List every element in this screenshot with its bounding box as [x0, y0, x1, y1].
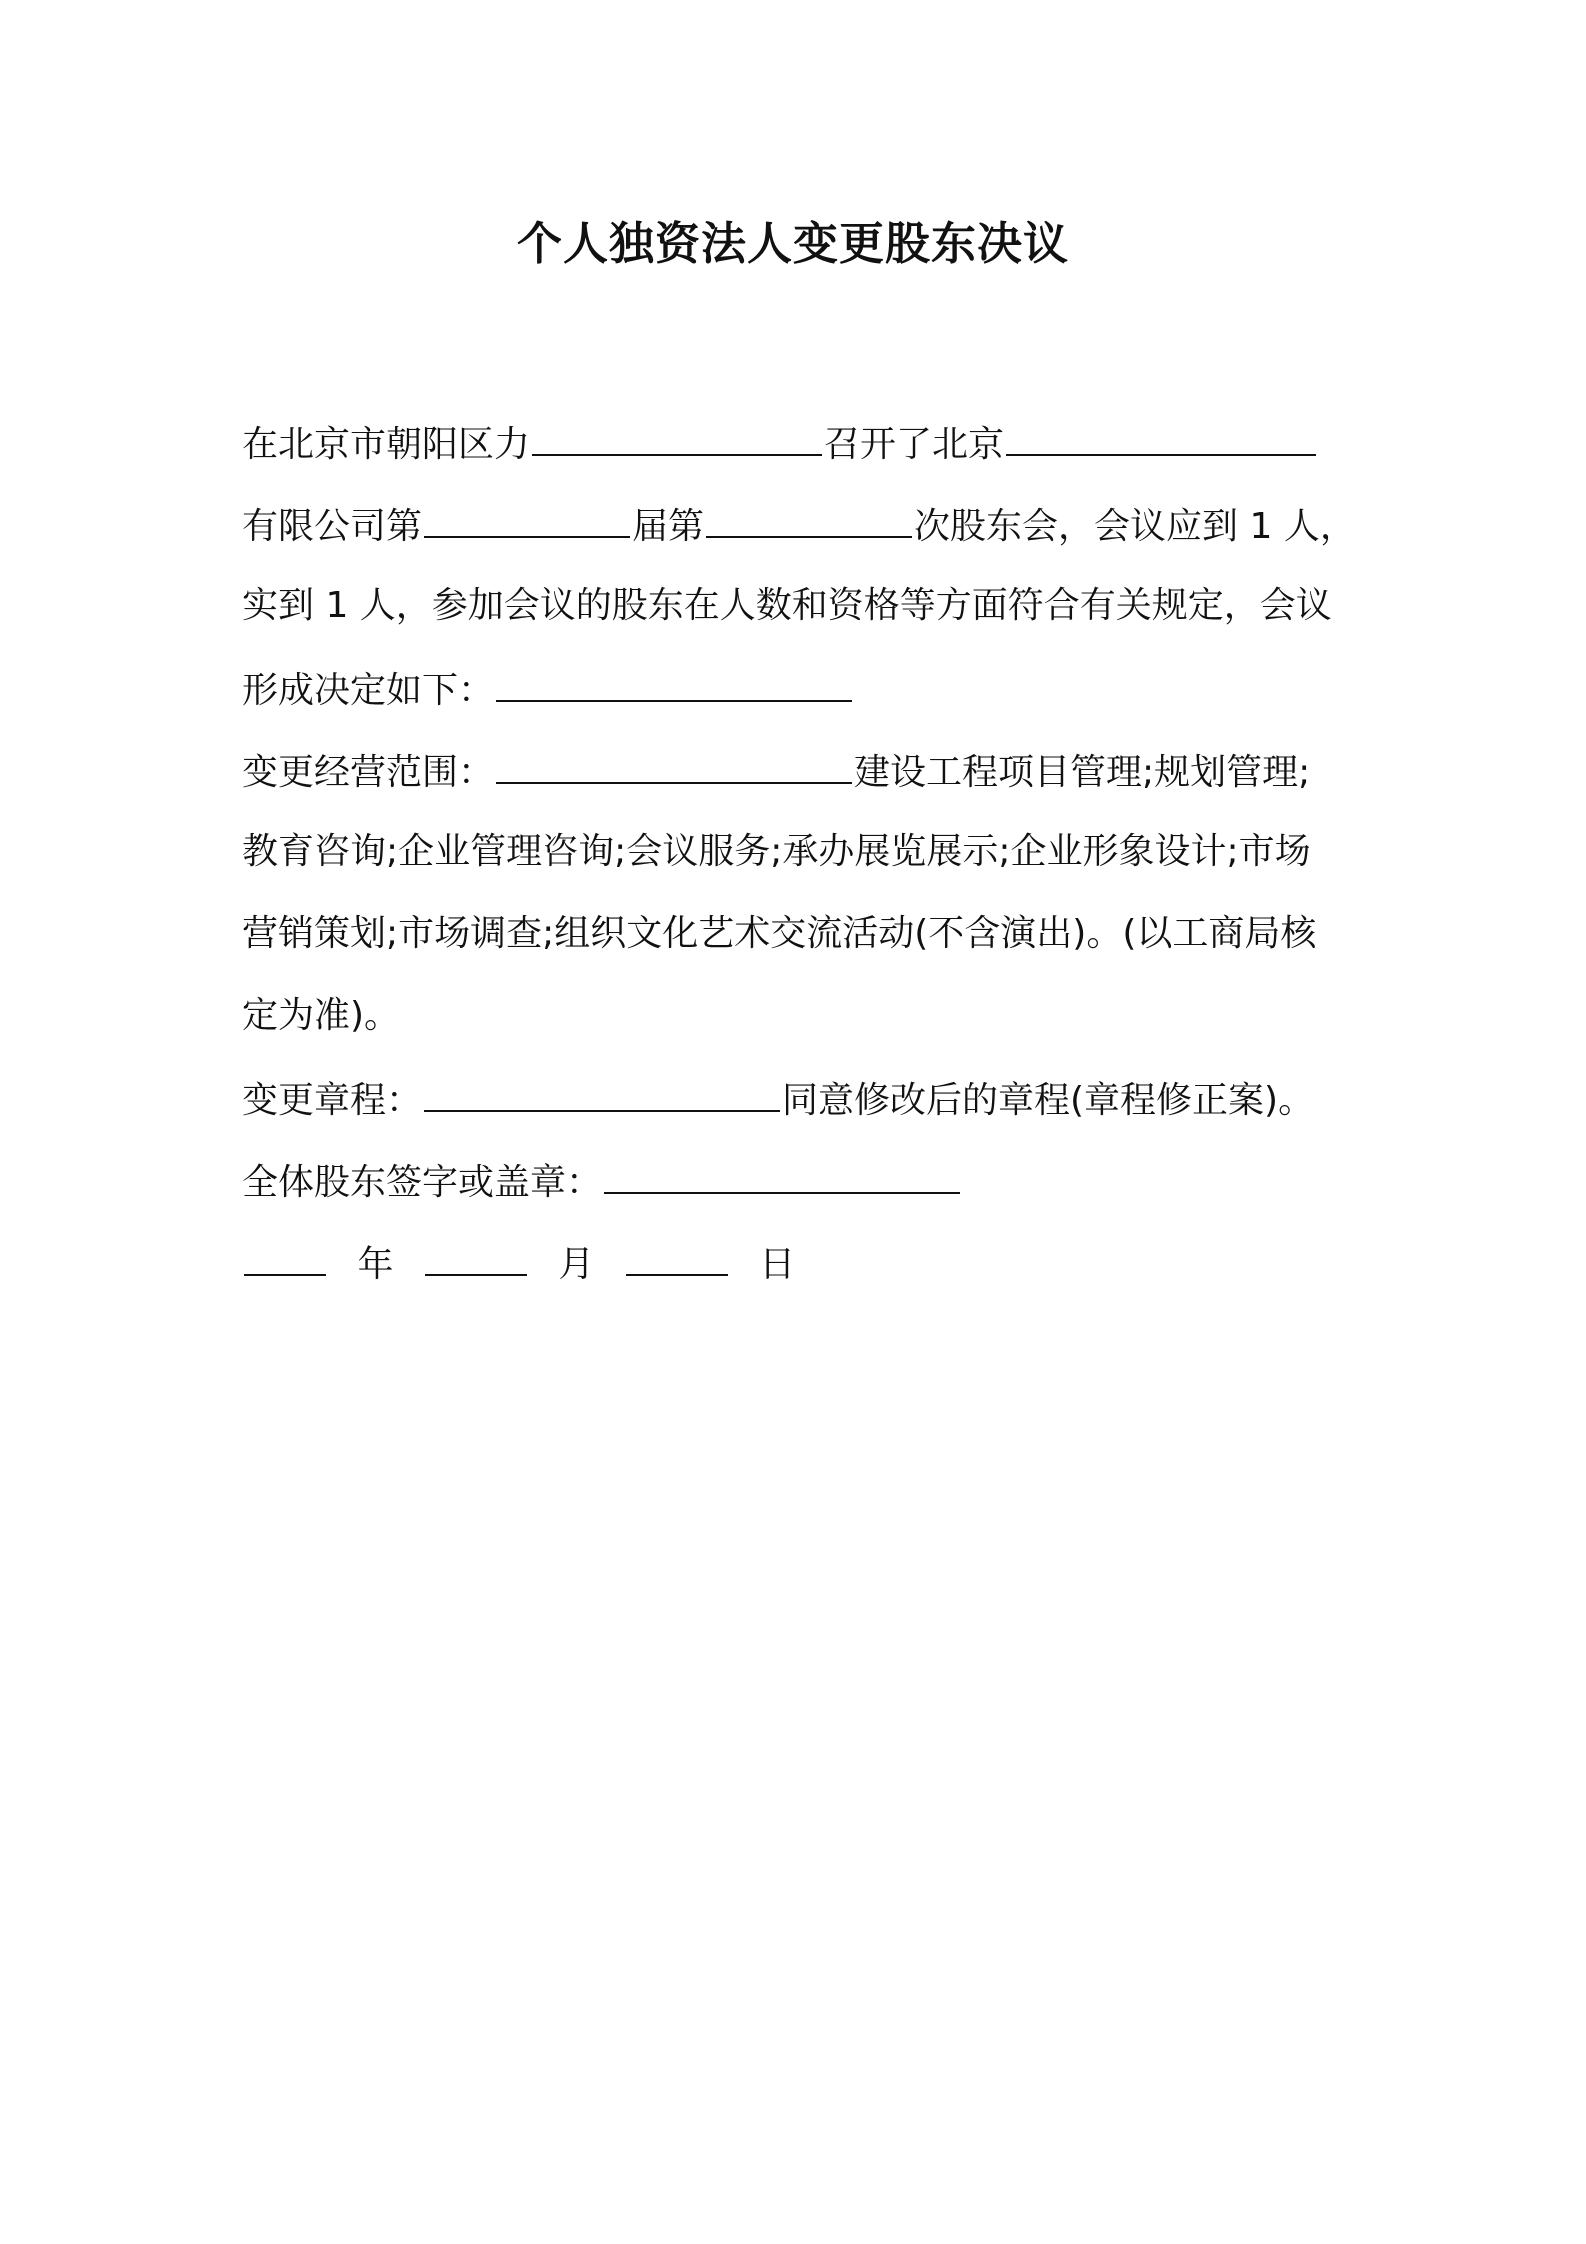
month-blank: [425, 1238, 527, 1276]
business-scope-blank: [496, 746, 852, 784]
day-label: 日: [759, 1244, 796, 1285]
paragraph-line-9: [242, 1074, 1314, 1125]
compliance-text: 实到 1 人，参加会议的股东在人数和资格等方面符合有关规定，会议: [242, 585, 1332, 626]
document-title: 个人独资法人变更股东决议: [516, 217, 1069, 270]
signature-blank: [604, 1156, 960, 1194]
company-intro-text: 召开了北京: [824, 424, 1005, 465]
session-number-blank: [424, 500, 630, 538]
paragraph-line-1: [242, 418, 1318, 469]
year-blank: [244, 1238, 326, 1276]
meeting-location-blank: [532, 418, 822, 456]
business-scope-text: 建设工程项目管理;规划管理;: [854, 752, 1311, 793]
session-text: 届第: [632, 506, 705, 547]
decision-label: 形成决定如下：: [242, 670, 495, 711]
company-suffix-text: 有限公司第: [242, 506, 423, 547]
paragraph-line-7: [242, 910, 1316, 958]
attendance-text: 次股东会，会议应到 1 人，: [914, 506, 1356, 547]
meeting-number-blank: [706, 500, 912, 538]
paragraph-line-5: [242, 746, 1310, 797]
paragraph-line-3: [242, 582, 1332, 630]
month-label: 月: [558, 1244, 595, 1285]
signature-label: 全体股东签字或盖章：: [242, 1162, 603, 1203]
business-scope-continued-1: 教育咨询;企业管理咨询;会议服务;承办展览展示;企业形象设计;市场: [242, 831, 1311, 872]
paragraph-line-4: [242, 664, 854, 715]
day-blank: [626, 1238, 728, 1276]
articles-change-blank: [424, 1074, 780, 1112]
meeting-location-text: 在北京市朝阳区力: [242, 424, 531, 465]
year-label: 年: [357, 1244, 394, 1285]
paragraph-line-10: [242, 1156, 962, 1207]
business-scope-continued-3: 定为准)。: [242, 995, 401, 1036]
business-scope-continued-2: 营销策划;市场调查;组织文化艺术交流活动(不含演出)。(以工商局核: [242, 913, 1317, 954]
date-line: [242, 1238, 813, 1289]
paragraph-line-2: [242, 500, 1356, 551]
decision-blank: [496, 664, 852, 702]
articles-change-text: 同意修改后的章程(章程修正案)。: [782, 1080, 1315, 1121]
paragraph-line-6: [242, 828, 1311, 876]
business-scope-label: 变更经营范围：: [242, 752, 495, 793]
company-name-blank: [1006, 418, 1316, 456]
articles-change-label: 变更章程：: [242, 1080, 423, 1121]
paragraph-line-8: [242, 992, 400, 1040]
